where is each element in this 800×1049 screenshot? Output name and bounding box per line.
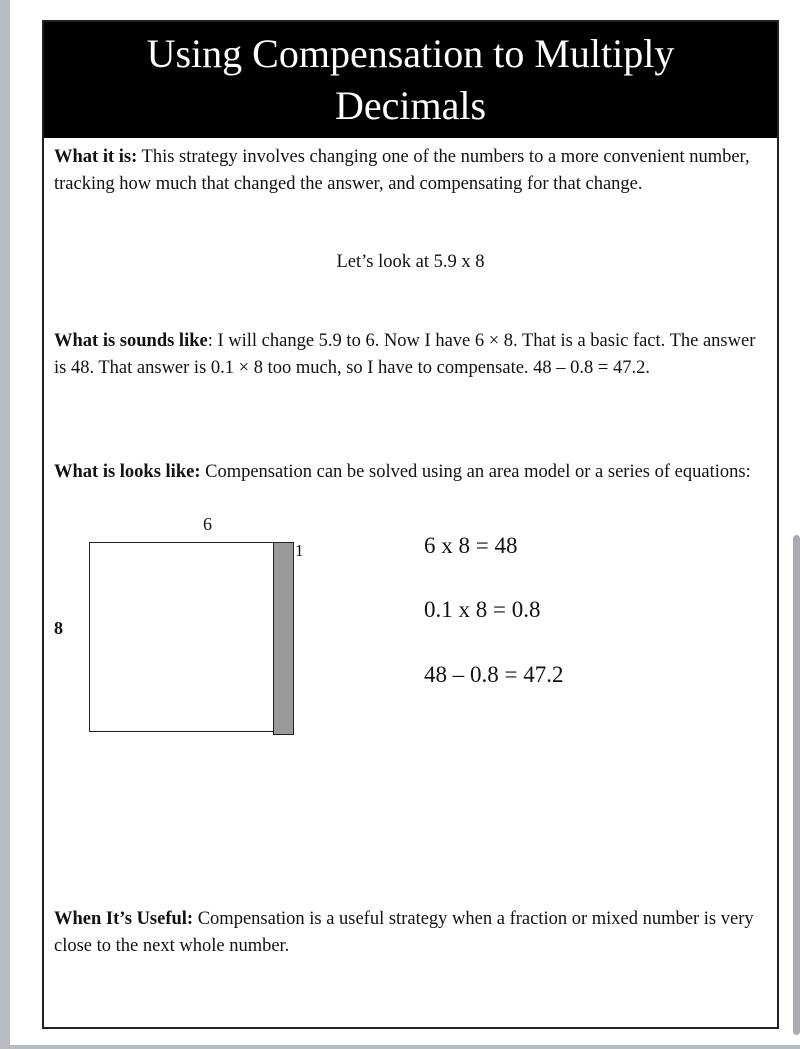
- document-page: [10, 0, 800, 1045]
- looks-like-text: Compensation can be solved using an area model or a series of equations:: [200, 462, 751, 482]
- area-model: [44, 512, 344, 752]
- looks-like-paragraph: [54, 459, 760, 486]
- example-line: Let’s look at 5.9 x 8: [336, 252, 485, 272]
- useful-heading: When It’s Useful:: [54, 909, 194, 929]
- worksheet: [42, 20, 779, 1029]
- area-model-top-label: 6: [203, 514, 212, 534]
- useful-text: Compensation is a useful strategy when a fraction or mixed number is very close to the next whole number.: [54, 909, 754, 956]
- area-model-side-label: 8: [54, 618, 63, 638]
- title-banner: [44, 22, 777, 138]
- what-it-is-text: This strategy involves changing one of the numbers to a more convenient number, tracking how much that changed the answer, and compensating for that change.: [54, 147, 750, 194]
- vertical-scrollbar[interactable]: [793, 535, 800, 1035]
- useful-paragraph: [54, 906, 760, 959]
- looks-like-heading: What is looks like:: [54, 462, 201, 482]
- sounds-like-heading: What is sounds like: [54, 331, 208, 351]
- area-model-strip-rect: [273, 542, 294, 735]
- sounds-like-text: : I will change 5.9 to 6. Now I have 6 × 8. That is a basic fact. The answer is 48. That answer is 0.1 × 8 too much, so I have to compensate. 48 – 0.8 = 47.2.: [54, 331, 756, 378]
- equation-1: 6 x 8 = 48: [424, 533, 518, 558]
- area-model-main-rect: [89, 542, 274, 732]
- page-title: Using Compensation to Multiply Decimals: [146, 31, 675, 128]
- what-it-is-paragraph: [54, 144, 760, 197]
- sounds-like-paragraph: [54, 328, 760, 381]
- equation-3: 48 – 0.8 = 47.2: [424, 662, 564, 687]
- equation-2: 0.1 x 8 = 0.8: [424, 597, 541, 622]
- area-model-strip-label: 1: [295, 541, 304, 560]
- what-it-is-heading: What it is:: [54, 147, 138, 167]
